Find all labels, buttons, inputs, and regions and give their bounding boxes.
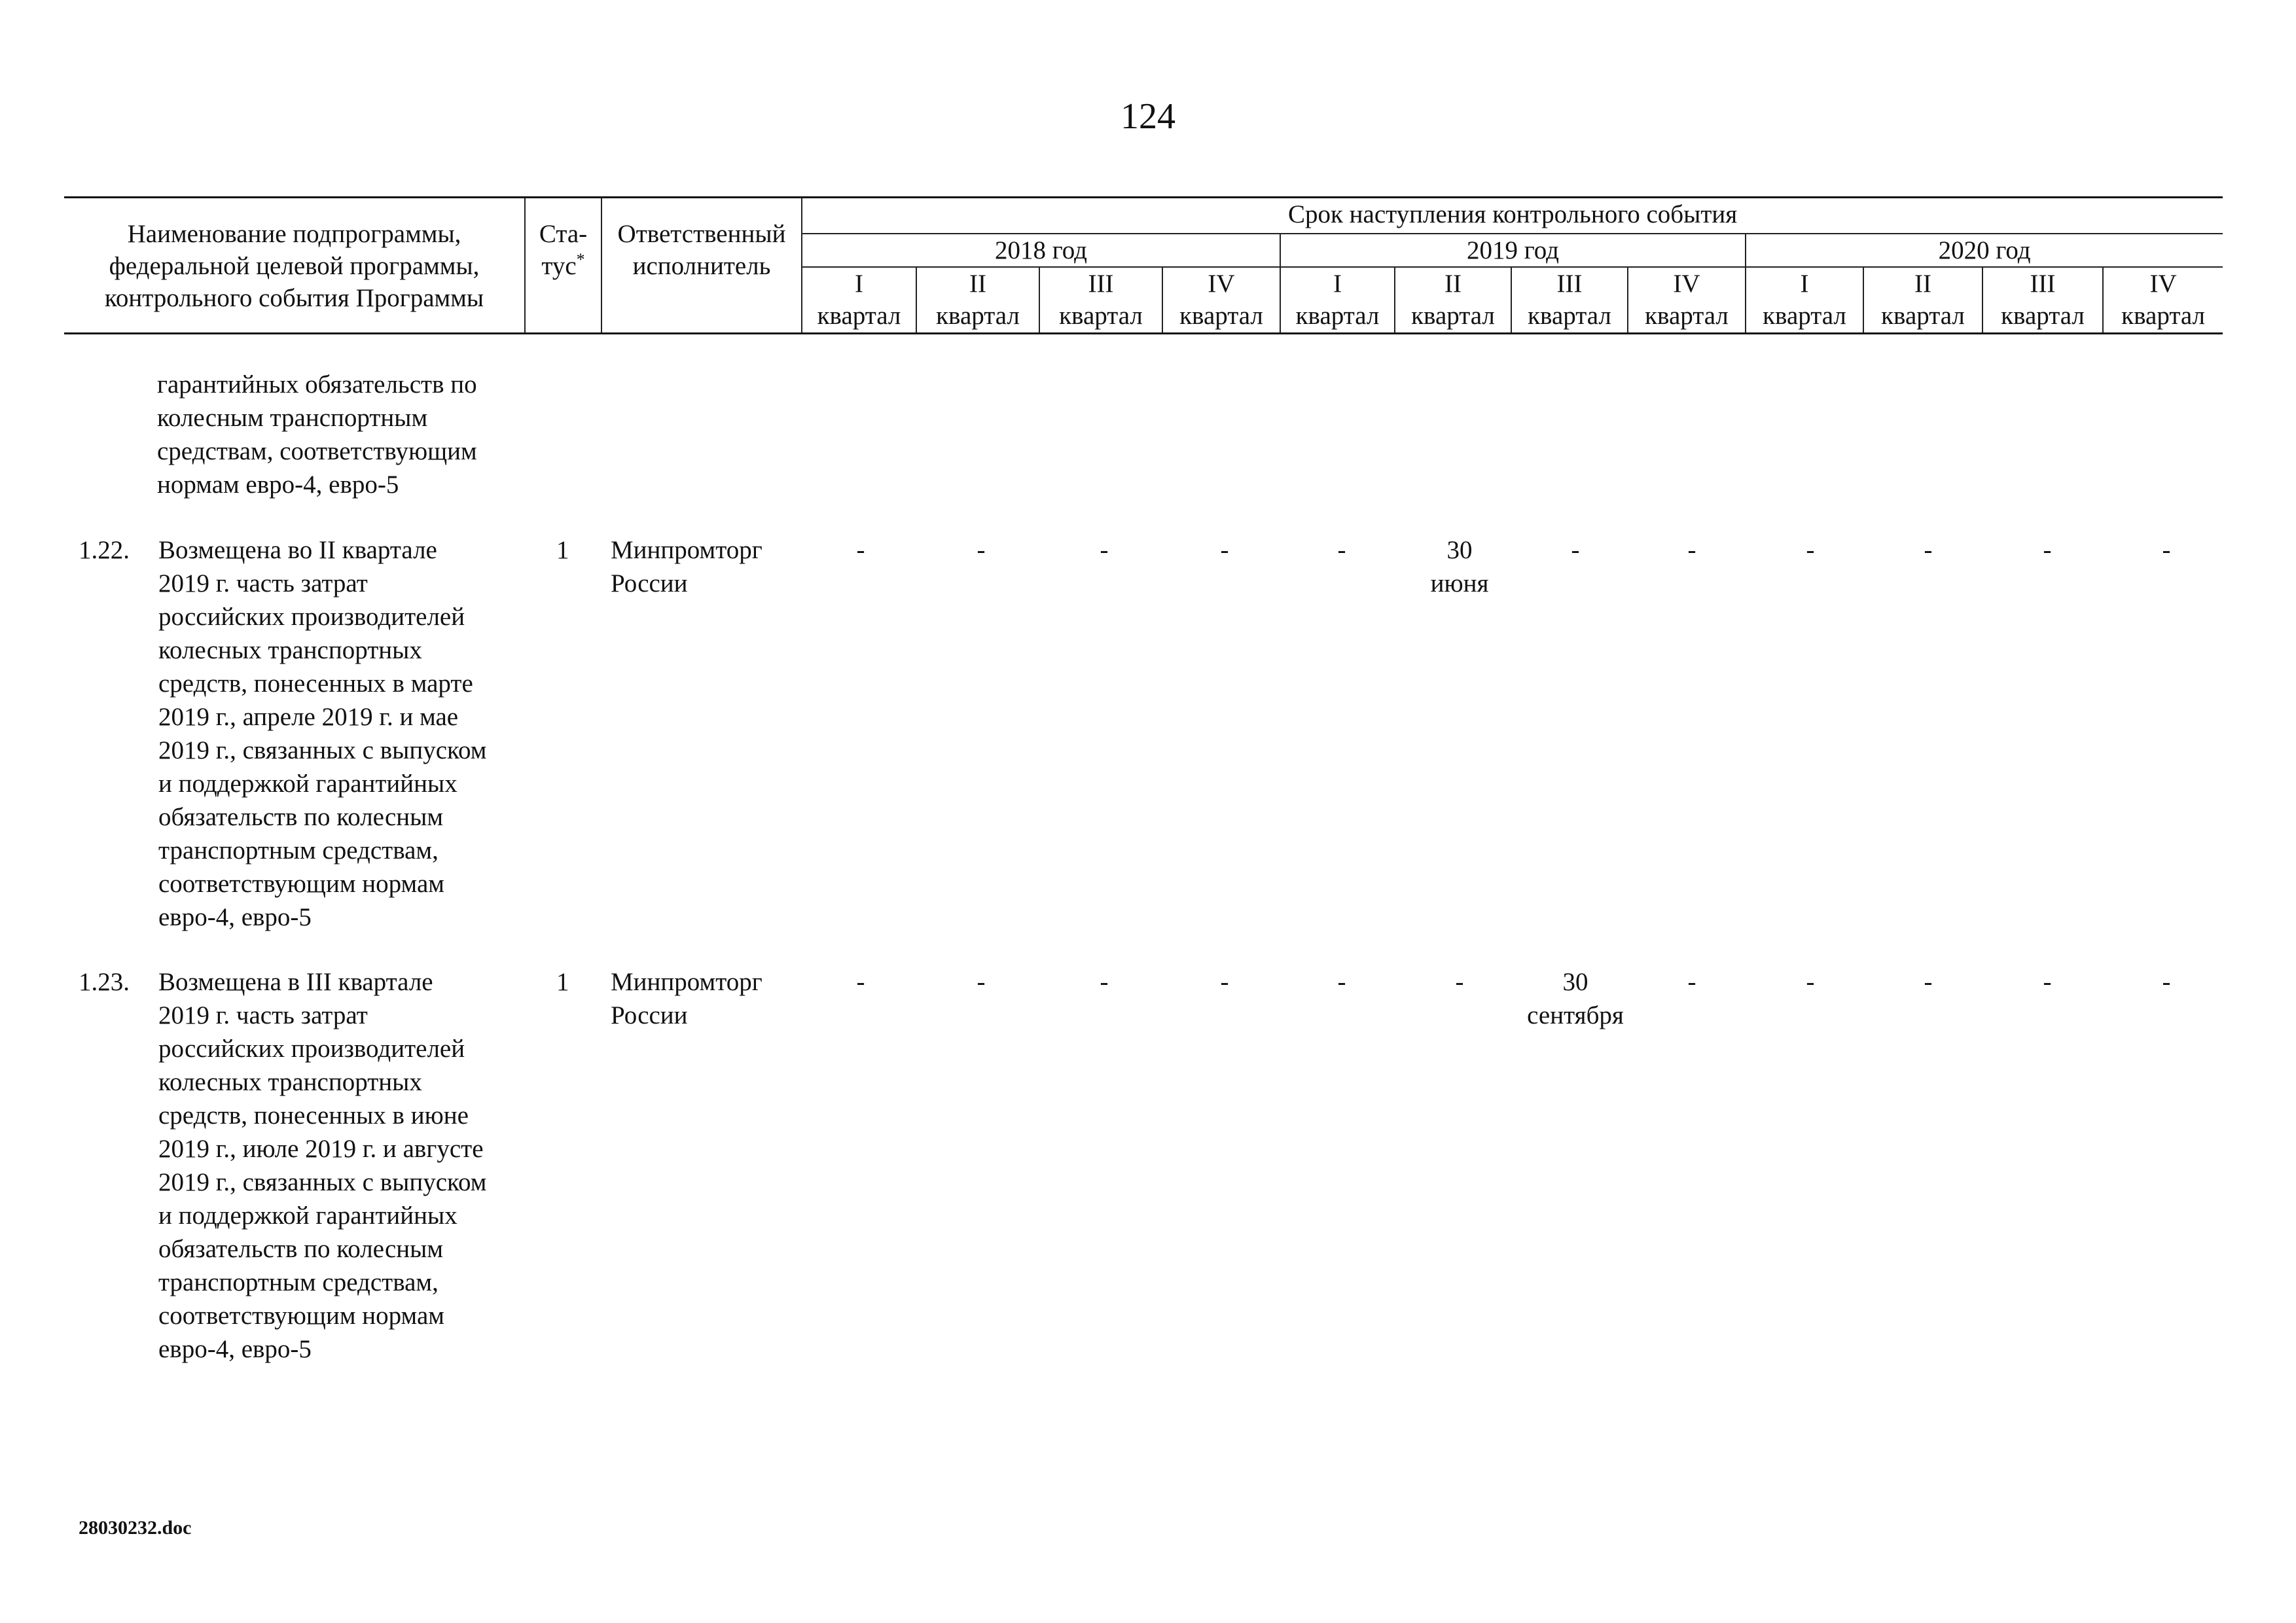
quarter-cell: - [2043,536,2052,564]
header-name-column: Наименование подпрограммы, федеральной целевой программы, контрольного события Программы [64,198,525,332]
quarter-cell: - [1220,536,1229,564]
header-quarter: II квартал [916,267,1039,332]
header-quarter: II квартал [1395,267,1511,332]
quarter-cell: - [1924,968,1933,996]
quarter-cell: - [977,536,986,564]
quarter-cell: - [1337,536,1346,564]
quarter-cell: - [1100,536,1109,564]
header-quarter: I квартал [1280,267,1395,332]
page-number: 124 [1121,96,1175,137]
header-quarter: III квартал [1039,267,1162,332]
row-number: 1.22. [79,536,130,564]
quarter-cell: - [1924,536,1933,564]
quarter-cell: - [1687,968,1696,996]
header-year-2020: 2020 год [1746,234,2223,267]
header-year-2019: 2019 год [1280,234,1746,267]
row-status: 1 [556,536,569,564]
row-executor: Минпромторг России [611,536,762,597]
header-quarter: IV квартал [1628,267,1746,332]
continuation-text: гарантийных обязательств по колесным транспортным средствам, соответствующим нормам евро-4, евро-5 [157,370,477,499]
table-header [64,196,2223,332]
row-number: 1.23. [79,968,130,996]
header-quarter: I квартал [1746,267,1863,332]
quarter-cell: - [856,968,865,996]
header-quarter: IV квартал [2103,267,2223,332]
header-quarter: II квартал [1863,267,1982,332]
row-event-name: Возмещена в III квартале 2019 г. часть затрат российских производителей колесных транспортных средств, понесенных в июне 2019 г., июле 2019 г. и августе 2019 г., связанных с выпуском и поддержкой гарантийных обязательств по колесным транспортным средствам, соответствующим нормам евро-4, евро-5 [158,968,487,1363]
row-executor: Минпромторг России [611,968,762,1029]
quarter-cell: - [1806,968,1815,996]
row-status: 1 [556,968,569,996]
quarter-cell: - [1220,968,1229,996]
header-bottom-rule [64,332,2223,334]
header-quarter: I квартал [802,267,916,332]
row-event-name: Возмещена во II квартале 2019 г. часть затрат российских производителей колесных транспортных средств, понесенных в марте 2019 г., апреле 2019 г. и мае 2019 г., связанных с выпуском и поддержкой гарантийных обязательств по колесным транспортным средствам, соответствующим нормам евро-4, евро-5 [158,536,487,931]
header-status-column: Ста- тус* [525,198,601,332]
quarter-cell: - [1571,536,1580,564]
header-deadline-title: Срок наступления контрольного события [802,198,2223,234]
quarter-cell-date: 30 сентября [1527,968,1624,1029]
header-year-2018: 2018 год [802,234,1280,267]
quarter-cell: - [1806,536,1815,564]
quarter-cell: - [1100,968,1109,996]
header-quarter: III квартал [1982,267,2103,332]
quarter-cell: - [1455,968,1464,996]
quarter-cell: - [856,536,865,564]
quarter-cell: - [2162,968,2171,996]
quarter-cell: - [2043,968,2052,996]
header-quarter: IV квартал [1162,267,1280,332]
quarter-cell: - [1337,968,1346,996]
quarter-cell-date: 30 июня [1430,536,1489,597]
quarter-cell: - [1687,536,1696,564]
header-quarter: III квартал [1511,267,1628,332]
quarter-cell: - [2162,536,2171,564]
quarter-cell: - [977,968,986,996]
header-executor-column: Ответственный исполнитель [601,198,802,332]
footer-filename: 28030232.doc [79,1517,192,1539]
